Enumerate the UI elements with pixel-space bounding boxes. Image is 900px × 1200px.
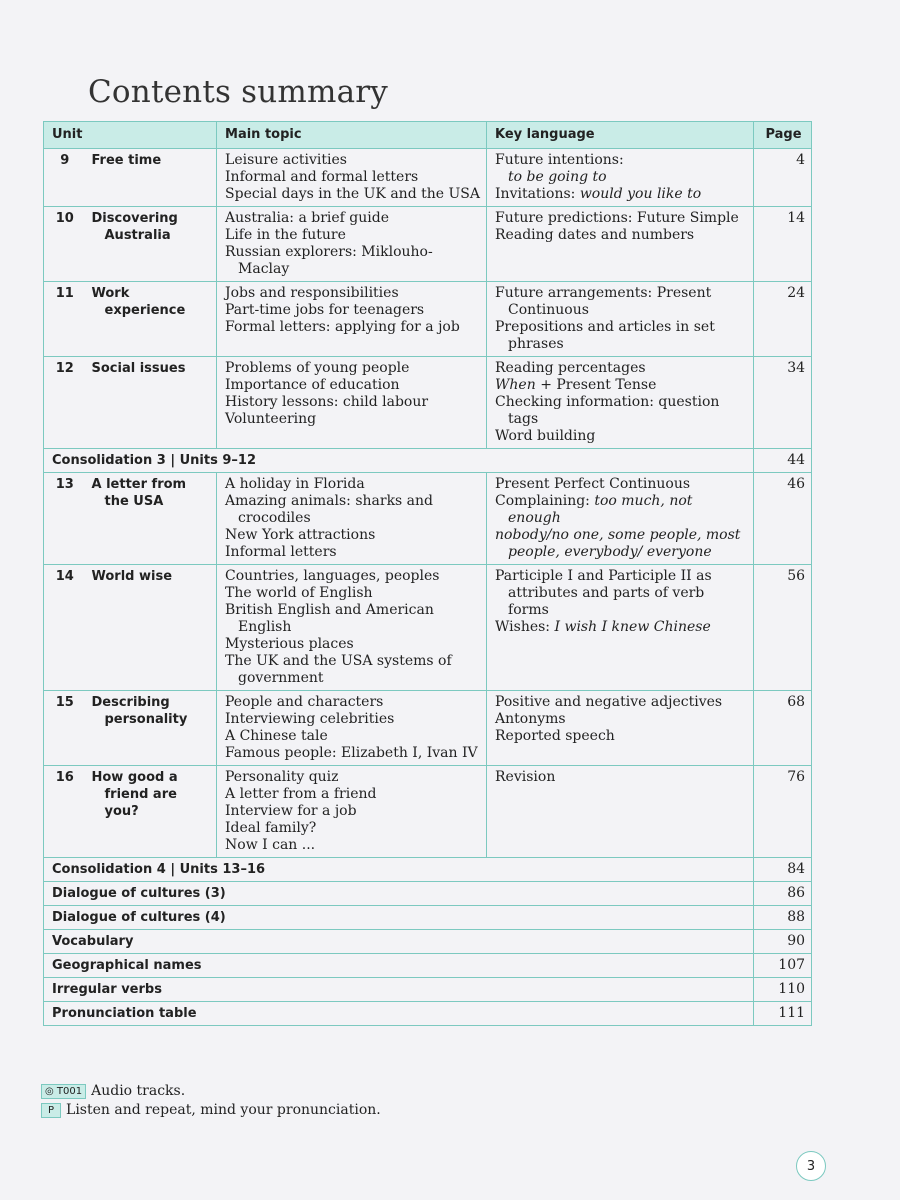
extra-row (44, 930, 812, 954)
unit-number: 13 (44, 473, 84, 565)
key-item-italic: to be going to (508, 169, 607, 185)
topic-item: Informal letters (225, 544, 337, 560)
unit-page: 34 (754, 357, 812, 449)
topic-item: Mysterious places (225, 636, 354, 652)
key-item: Checking information: question tags (495, 394, 720, 427)
page-number: 3 (796, 1151, 826, 1181)
key-item: Present Perfect Continuous (495, 476, 691, 492)
key-item: Complaining: too much, not enough (495, 493, 693, 526)
key-item: Wishes: I wish I knew Chinese (495, 619, 711, 635)
legend-pronunciation-text: Listen and repeat, mind your pronunciation. (66, 1102, 381, 1118)
topic-item: Life in the future (225, 227, 346, 243)
extra-row (44, 1002, 812, 1026)
unit-row-12 (44, 357, 812, 449)
extra-row (44, 882, 812, 906)
consolidation-3-row (44, 449, 812, 473)
key-item: Reading percentages (495, 360, 646, 376)
extra-row (44, 858, 812, 882)
unit-key-language (487, 691, 754, 766)
topic-item: Australia: a brief guide (225, 210, 390, 226)
unit-key-language (487, 149, 754, 207)
unit-row-11 (44, 282, 812, 357)
header-main-topic: Main topic (217, 122, 487, 149)
unit-row-9 (44, 149, 812, 207)
unit-topics (217, 282, 487, 357)
topic-item: Personality quiz (225, 769, 339, 785)
unit-title: Free time (84, 149, 217, 207)
key-item: When + Present Tense (495, 377, 657, 393)
header-key-language: Key language (487, 122, 754, 149)
key-item: Reading dates and numbers (495, 227, 695, 243)
unit-title: Describing personality (84, 691, 217, 766)
topic-item: Interviewing celebrities (225, 711, 395, 727)
unit-number: 15 (44, 691, 84, 766)
topic-item: Famous people: Elizabeth I, Ivan IV (225, 745, 478, 761)
topic-item: A Chinese tale (225, 728, 328, 744)
table-header-row (44, 122, 812, 149)
extra-label: Dialogue of cultures (3) (44, 882, 754, 906)
topic-item: Problems of young people (225, 360, 410, 376)
topic-item: Special days in the UK and the USA (225, 186, 480, 202)
unit-number: 16 (44, 766, 84, 858)
unit-page: 56 (754, 565, 812, 691)
unit-key-language (487, 207, 754, 282)
key-item: Word building (495, 428, 596, 444)
unit-topics (217, 565, 487, 691)
unit-row-15 (44, 691, 812, 766)
extra-row (44, 906, 812, 930)
key-item-italic: nobody/no one, some people, most people, everybody/ everyone (495, 527, 741, 560)
unit-title: How good a friend are you? (84, 766, 217, 858)
header-page: Page (754, 122, 812, 149)
unit-number: 14 (44, 565, 84, 691)
page-title: Contents summary (88, 74, 389, 110)
unit-title: Work experience (84, 282, 217, 357)
pronunciation-icon: P (41, 1103, 61, 1118)
topic-item: Jobs and responsibilities (225, 285, 399, 301)
topic-item: Part-time jobs for teenagers (225, 302, 425, 318)
unit-row-16 (44, 766, 812, 858)
unit-number: 12 (44, 357, 84, 449)
key-item: Future predictions: Future Simple (495, 210, 739, 226)
key-item: Future arrangements: Present Continuous (495, 285, 712, 318)
topic-item: Informal and formal letters (225, 169, 419, 185)
topic-item: History lessons: child labour (225, 394, 429, 410)
topic-item: Importance of education (225, 377, 400, 393)
topic-item: Ideal family? (225, 820, 317, 836)
unit-page: 14 (754, 207, 812, 282)
unit-topics (217, 691, 487, 766)
unit-row-13 (44, 473, 812, 565)
unit-page: 46 (754, 473, 812, 565)
unit-page: 68 (754, 691, 812, 766)
key-item: Reported speech (495, 728, 615, 744)
topic-item: The UK and the USA systems of government (225, 653, 452, 686)
extra-page: 111 (754, 1002, 812, 1026)
topic-item: A holiday in Florida (225, 476, 365, 492)
extra-page: 90 (754, 930, 812, 954)
unit-topics (217, 357, 487, 449)
extra-page: 84 (754, 858, 812, 882)
unit-title: Social issues (84, 357, 217, 449)
extra-page: 107 (754, 954, 812, 978)
audio-track-icon: ◎ T001 (41, 1084, 86, 1099)
unit-key-language (487, 282, 754, 357)
topic-item: Countries, languages, peoples (225, 568, 440, 584)
extra-label: Geographical names (44, 954, 754, 978)
extra-page: 110 (754, 978, 812, 1002)
extra-row (44, 978, 812, 1002)
extra-label: Vocabulary (44, 930, 754, 954)
unit-key-language (487, 565, 754, 691)
topic-item: Amazing animals: sharks and crocodiles (225, 493, 434, 526)
topic-item: Russian explorers: Miklouho-Maclay (225, 244, 433, 277)
unit-number: 9 (44, 149, 84, 207)
unit-page: 4 (754, 149, 812, 207)
key-item: Prepositions and articles in set phrases (495, 319, 715, 352)
extra-page: 86 (754, 882, 812, 906)
unit-topics (217, 766, 487, 858)
topic-item: The world of English (225, 585, 373, 601)
consolidation-3-page: 44 (754, 449, 812, 473)
extra-label: Irregular verbs (44, 978, 754, 1002)
unit-title: World wise (84, 565, 217, 691)
extra-row (44, 954, 812, 978)
key-item: Antonyms (495, 711, 566, 727)
topic-item: Volunteering (225, 411, 317, 427)
unit-number: 10 (44, 207, 84, 282)
topic-item: Now I can ... (225, 837, 316, 853)
key-item: Revision (495, 769, 556, 785)
topic-item: People and characters (225, 694, 384, 710)
unit-number: 11 (44, 282, 84, 357)
legend-pronunciation (41, 1102, 381, 1118)
unit-topics (217, 207, 487, 282)
key-item: Future intentions: (495, 152, 624, 168)
unit-key-language (487, 766, 754, 858)
unit-key-language (487, 357, 754, 449)
topic-item: British English and American English (225, 602, 434, 635)
contents-table (43, 121, 812, 1026)
unit-key-language (487, 473, 754, 565)
legend-audio-text: Audio tracks. (91, 1083, 186, 1099)
extra-label: Pronunciation table (44, 1002, 754, 1026)
extra-page: 88 (754, 906, 812, 930)
extra-label: Consolidation 4 | Units 13–16 (44, 858, 754, 882)
topic-item: Leisure activities (225, 152, 347, 168)
unit-page: 24 (754, 282, 812, 357)
unit-row-10 (44, 207, 812, 282)
key-item: Participle I and Participle II as attributes and parts of verb forms (495, 568, 712, 618)
consolidation-3-label: Consolidation 3 | Units 9–12 (44, 449, 754, 473)
legend-audio (41, 1083, 185, 1099)
unit-topics (217, 473, 487, 565)
unit-title: Discovering Australia (84, 207, 217, 282)
topic-item: New York attractions (225, 527, 376, 543)
unit-row-14 (44, 565, 812, 691)
key-item: Invitations: would you like to (495, 186, 702, 202)
topic-item: Interview for a job (225, 803, 357, 819)
topic-item: A letter from a friend (225, 786, 377, 802)
key-item: Positive and negative adjectives (495, 694, 723, 710)
extra-label: Dialogue of cultures (4) (44, 906, 754, 930)
header-unit: Unit (44, 122, 217, 149)
topic-item: Formal letters: applying for a job (225, 319, 460, 335)
unit-title: A letter from the USA (84, 473, 217, 565)
unit-page: 76 (754, 766, 812, 858)
unit-topics (217, 149, 487, 207)
